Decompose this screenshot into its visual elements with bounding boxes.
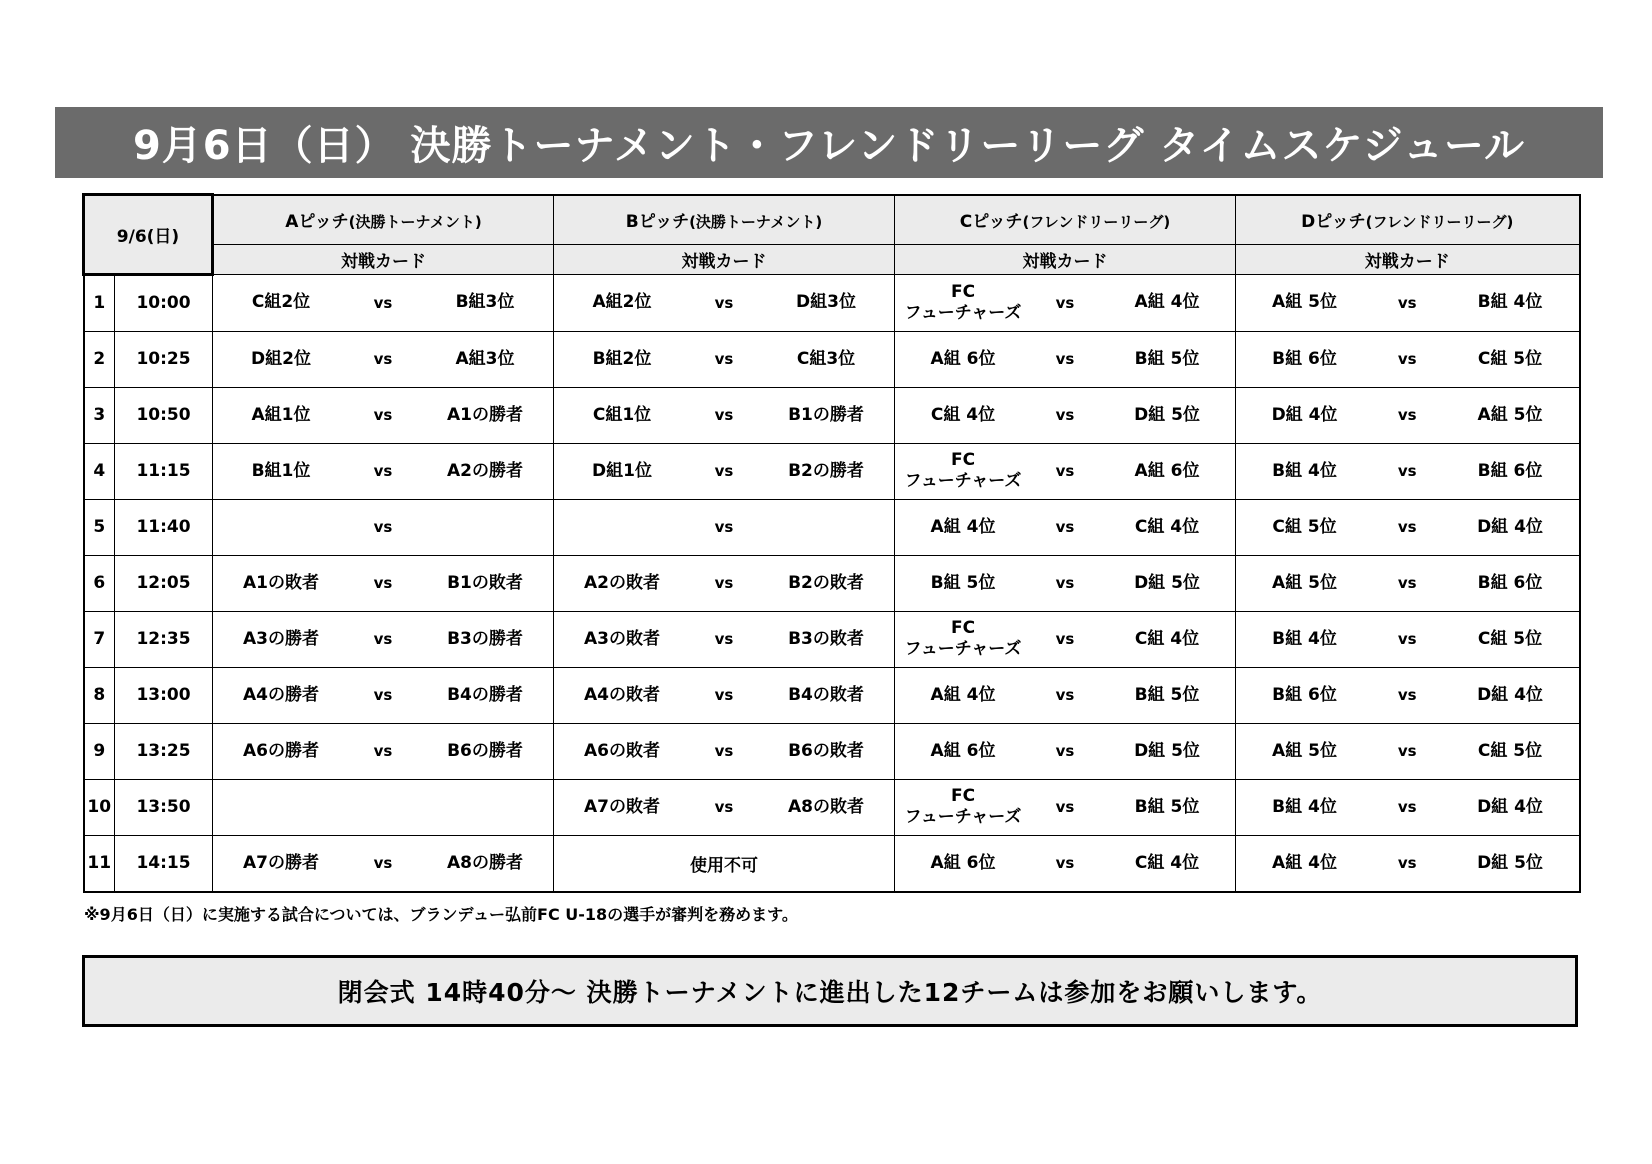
vs-label: vs [1055,854,1075,872]
match-cell-pitch-d [1236,779,1580,835]
team-away: D組 5位 [1134,572,1200,593]
team-away: B組 5位 [1134,348,1200,369]
team-home: D組1位 [592,460,652,481]
vs-label: vs [714,293,734,312]
match-cell-pitch-d [1236,331,1580,387]
unavailable-label: 使用不可 [690,855,758,876]
team-home: A組 4位 [930,684,996,705]
vs-label: vs [373,686,393,704]
match-number: 2 [84,331,115,387]
card-label-d: 対戦カード [1236,244,1580,274]
team-home: A組 5位 [1272,740,1337,761]
vs-label: vs [1397,406,1417,424]
vs-label: vs [714,518,734,536]
table-row [84,387,1580,443]
match-cell-pitch-d [1236,387,1580,443]
team-away: B1の勝者 [788,404,864,425]
team-home: B組 4位 [1272,628,1337,649]
match-time: 10:50 [115,387,213,443]
vs-label: vs [373,350,393,368]
card-label-a: 対戦カード [213,244,554,274]
match-number: 1 [84,274,115,331]
vs-label: vs [714,630,734,648]
match-number: 11 [84,835,115,892]
referee-note: ※9月6日（日）に実施する試合については、ブランデュー弘前FC U-18の選手が審判を務めます。 [84,905,798,924]
match-time: 13:00 [115,667,213,723]
match-time: 11:15 [115,443,213,499]
team-home: A組 5位 [1272,572,1337,593]
team-away: C組 4位 [1134,628,1200,649]
team-away: D組3位 [796,292,856,312]
match-number: 5 [84,499,115,555]
table-row [84,611,1580,667]
vs-label: vs [714,574,734,592]
match-cell-pitch-b [554,611,895,667]
team-away: C組 5位 [1477,348,1543,369]
team-away: C組 4位 [1134,516,1200,537]
team-away: B組 6位 [1477,460,1543,481]
team-away: D組 4位 [1477,796,1543,817]
team-home: C組1位 [592,404,652,425]
match-cell-pitch-a [213,499,554,555]
team-away: B組 5位 [1134,684,1200,705]
match-time: 12:05 [115,555,213,611]
closing-ceremony-text: 閉会式 14時40分～ 決勝トーナメントに進出した12チームは参加をお願いします。 [337,978,1323,1007]
vs-label: vs [714,798,734,816]
vs-label: vs [373,518,393,536]
match-cell-pitch-a [213,835,554,892]
vs-label: vs [1397,854,1417,872]
vs-label: vs [1055,630,1075,648]
team-home: FC フューチャーズ [904,618,1022,659]
team-away: B6の敗者 [788,740,864,761]
vs-label: vs [1055,798,1075,816]
vs-label: vs [1055,462,1075,480]
vs-label: vs [1397,574,1417,592]
match-cell-pitch-b [554,835,895,892]
match-cell-pitch-c [895,835,1236,892]
team-home: B組 4位 [1272,796,1337,817]
team-away: C組 5位 [1477,628,1543,649]
team-home: B組 6位 [1272,348,1337,369]
match-cell-pitch-c [895,331,1236,387]
vs-label: vs [1397,798,1417,816]
match-number: 7 [84,611,115,667]
vs-label: vs [1397,350,1417,368]
match-cell-pitch-a [213,667,554,723]
team-away: B4の勝者 [447,684,523,705]
table-row [84,667,1580,723]
team-away: A組3位 [455,348,515,369]
match-cell-pitch-b [554,555,895,611]
table-row [84,499,1580,555]
match-cell-pitch-a [213,274,554,331]
match-time: 12:35 [115,611,213,667]
match-cell-pitch-d [1236,443,1580,499]
vs-label: vs [714,406,734,424]
vs-label: vs [714,742,734,760]
team-away: B3の勝者 [447,628,523,649]
match-cell-pitch-c [895,555,1236,611]
team-home: D組2位 [251,348,311,369]
match-cell-pitch-d [1236,499,1580,555]
match-time: 13:50 [115,779,213,835]
team-home: A組 6位 [930,740,996,761]
pitch-a-header: Aピッチ(決勝トーナメント) [213,195,554,245]
team-away: B6の勝者 [447,740,523,761]
team-home: A組 4位 [1272,852,1337,873]
team-home: FC フューチャーズ [904,450,1022,491]
vs-label: vs [373,742,393,760]
match-time: 14:15 [115,835,213,892]
table-row [84,555,1580,611]
team-away: B3の敗者 [788,628,864,649]
match-number: 8 [84,667,115,723]
team-home: A組1位 [251,404,311,425]
table-row [84,835,1580,892]
match-cell-pitch-d [1236,723,1580,779]
team-away: D組 5位 [1134,404,1200,425]
table-row [84,331,1580,387]
match-cell-pitch-b [554,387,895,443]
vs-label: vs [373,630,393,648]
team-home: B組2位 [592,348,652,369]
match-cell-pitch-d [1236,667,1580,723]
match-cell-pitch-b [554,274,895,331]
team-home: A2の敗者 [584,572,660,593]
team-home: B組 5位 [930,572,996,593]
team-home: A組 6位 [930,852,996,873]
match-cell-pitch-d [1236,611,1580,667]
vs-label: vs [1397,518,1417,536]
match-cell-pitch-d [1236,555,1580,611]
team-home: A7の勝者 [243,852,319,873]
vs-label: vs [1397,630,1417,648]
table-row [84,723,1580,779]
match-cell-pitch-c [895,667,1236,723]
schedule-table [82,193,1581,893]
vs-label: vs [714,686,734,704]
match-cell-pitch-d [1236,835,1580,892]
vs-label: vs [1055,406,1075,424]
team-home: A組 4位 [930,516,996,537]
team-home: C組 4位 [930,404,996,425]
schedule-body [84,274,1580,892]
vs-label: vs [714,350,734,368]
match-cell-pitch-b [554,443,895,499]
match-number: 9 [84,723,115,779]
team-away: B4の敗者 [788,684,864,705]
team-away: D組 5位 [1134,740,1200,761]
team-away: A組 5位 [1477,404,1543,425]
table-row [84,274,1580,331]
match-cell-pitch-d [1236,274,1580,331]
match-cell-pitch-a [213,331,554,387]
match-number: 10 [84,779,115,835]
vs-label: vs [1055,574,1075,592]
vs-label: vs [373,462,393,480]
match-cell-pitch-b [554,779,895,835]
match-time: 11:40 [115,499,213,555]
team-home: FC フューチャーズ [904,281,1022,323]
match-cell-pitch-b [554,331,895,387]
match-number: 4 [84,443,115,499]
match-cell-pitch-c [895,611,1236,667]
vs-label: vs [1397,742,1417,760]
vs-label: vs [373,293,393,312]
team-away: A1の勝者 [447,404,523,425]
vs-label: vs [373,574,393,592]
team-home: FC フューチャーズ [904,786,1022,827]
team-home: D組 4位 [1271,404,1338,425]
match-cell-pitch-a [213,387,554,443]
card-label-b: 対戦カード [554,244,895,274]
match-cell-pitch-a [213,611,554,667]
team-away: B組 6位 [1477,572,1543,593]
match-cell-pitch-a [213,555,554,611]
team-home: A4の勝者 [243,684,319,705]
team-home: A3の勝者 [243,628,319,649]
team-away: A8の敗者 [788,796,864,817]
team-home: A6の敗者 [584,740,660,761]
team-home: C組 5位 [1272,516,1337,537]
vs-label: vs [1055,742,1075,760]
match-number: 3 [84,387,115,443]
match-time: 10:25 [115,331,213,387]
closing-ceremony-box [82,955,1578,1027]
match-time: 10:00 [115,274,213,331]
vs-label: vs [1397,686,1417,704]
team-away: B組 4位 [1477,292,1543,312]
team-home: A6の勝者 [243,740,319,761]
vs-label: vs [373,854,393,872]
team-away: A組 4位 [1134,292,1200,312]
match-cell-pitch-a [213,443,554,499]
team-away: B1の敗者 [447,572,523,593]
date-header: 9/6(日) [84,195,213,275]
title-bar [55,107,1603,178]
team-home: A3の敗者 [584,628,660,649]
match-cell-pitch-b [554,667,895,723]
team-home: A7の敗者 [584,796,660,817]
team-away: A2の勝者 [447,460,523,481]
team-away: C組 5位 [1477,740,1543,761]
pitch-d-header: Dピッチ(フレンドリーリーグ) [1236,195,1580,245]
match-cell-pitch-a [213,723,554,779]
team-home: A組 6位 [930,348,996,369]
match-number: 6 [84,555,115,611]
vs-label: vs [1397,462,1417,480]
team-home: B組 4位 [1272,460,1337,481]
team-away: B組3位 [455,292,515,312]
table-row [84,779,1580,835]
vs-label: vs [1055,293,1075,312]
page-title: 9月6日（日） 決勝トーナメント・フレンドリーリーグ タイムスケジュール [132,123,1526,169]
team-away: D組 5位 [1477,852,1543,873]
team-home: A1の敗者 [243,572,319,593]
team-away: B2の勝者 [788,460,864,481]
pitch-c-header: Cピッチ(フレンドリーリーグ) [895,195,1236,245]
match-cell-pitch-c [895,723,1236,779]
match-cell-pitch-c [895,274,1236,331]
team-away: C組3位 [796,348,856,369]
team-away: C組 4位 [1134,852,1200,873]
match-cell-pitch-c [895,387,1236,443]
vs-label: vs [373,406,393,424]
team-away: D組 4位 [1477,516,1543,537]
match-cell-pitch-c [895,499,1236,555]
match-cell-pitch-b [554,723,895,779]
vs-label: vs [1055,686,1075,704]
match-cell-pitch-c [895,779,1236,835]
vs-label: vs [1397,293,1417,312]
vs-label: vs [1055,350,1075,368]
vs-label: vs [714,462,734,480]
vs-label: vs [1055,518,1075,536]
team-away: A組 6位 [1134,460,1200,481]
team-away: A8の勝者 [447,852,523,873]
match-cell-pitch-b [554,499,895,555]
match-cell-pitch-a [213,779,554,835]
team-away: B2の敗者 [788,572,864,593]
card-label-c: 対戦カード [895,244,1236,274]
match-time: 13:25 [115,723,213,779]
team-home: C組2位 [251,292,311,312]
pitch-b-header: Bピッチ(決勝トーナメント) [554,195,895,245]
team-home: B組 6位 [1272,684,1337,705]
team-home: A組 5位 [1272,292,1337,312]
team-away: D組 4位 [1477,684,1543,705]
team-home: A組2位 [592,292,652,312]
team-away: B組 5位 [1134,796,1200,817]
team-home: B組1位 [251,460,311,481]
team-home: A4の敗者 [584,684,660,705]
match-cell-pitch-c [895,443,1236,499]
table-row [84,443,1580,499]
